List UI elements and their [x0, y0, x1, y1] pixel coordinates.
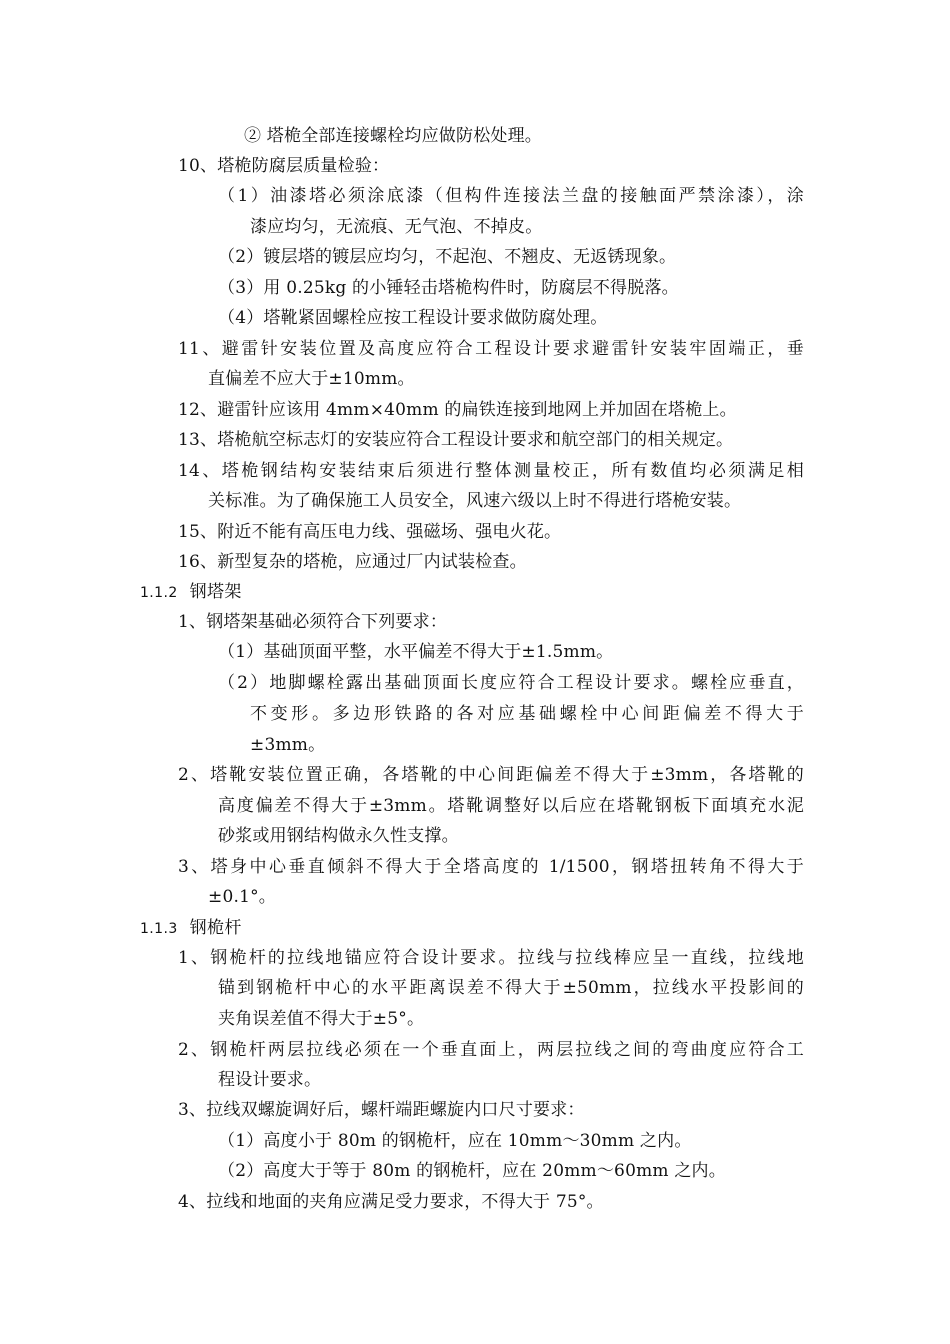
text-line: （2）地脚螺栓露出基础顶面长度应符合工程设计要求。螺栓应垂直， — [218, 673, 804, 693]
text-line: （3）用 0.25kg 的小锤轻击塔桅构件时，防腐层不得脱落。 — [218, 278, 679, 298]
section-number: 1.1.2 — [140, 585, 178, 601]
text-line: （1）高度小于 80m 的钢桅杆，应在 10mm～30mm 之内。 — [218, 1131, 692, 1151]
text-line: 14、塔桅钢结构安装结束后须进行整体测量校正，所有数值均必须满足相 — [178, 461, 804, 481]
text-line: 关标准。为了确保施工人员安全，风速六级以上时不得进行塔桅安装。 — [208, 491, 742, 511]
text-line: 1、钢塔架基础必须符合下列要求： — [178, 612, 448, 632]
text-line: 1、钢桅杆的拉线地锚应符合设计要求。拉线与拉线棒应呈一直线，拉线地 — [178, 948, 804, 968]
text-line: 锚到钢桅杆中心的水平距离误差不得大于±50mm，拉线水平投影间的 — [218, 978, 804, 998]
text-line: 2、塔靴安装位置正确，各塔靴的中心间距偏差不得大于±3mm，各塔靴的 — [178, 765, 804, 785]
section-heading — [140, 917, 242, 940]
section-title: 钢塔架 — [189, 582, 242, 602]
text-line: （1）油漆塔必须涂底漆（但构件连接法兰盘的接触面严禁涂漆），涂 — [218, 186, 804, 206]
text-line: 16、新型复杂的塔桅，应通过厂内试装检查。 — [178, 552, 527, 572]
text-line: 程设计要求。 — [218, 1070, 322, 1090]
text-line: 3、拉线双螺旋调好后，螺杆端距螺旋内口尺寸要求： — [178, 1100, 585, 1120]
text-line: （2）镀层塔的镀层应均匀，不起泡、不翘皮、无返锈现象。 — [218, 247, 677, 267]
text-line: （4）塔靴紧固螺栓应按工程设计要求做防腐处理。 — [218, 308, 608, 328]
text-line: ±0.1°。 — [208, 887, 276, 907]
text-line: 夹角误差值不得大于±5°。 — [218, 1009, 425, 1029]
text-line: ±3mm。 — [250, 735, 326, 755]
section-heading — [140, 581, 242, 604]
text-line: 10、塔桅防腐层质量检验： — [178, 156, 390, 176]
text-line: 砂浆或用钢结构做永久性支撑。 — [218, 826, 459, 846]
text-line: 4、拉线和地面的夹角应满足受力要求，不得大于 75°。 — [178, 1192, 604, 1212]
text-line: 漆应均匀，无流痕、无气泡、不掉皮。 — [250, 217, 543, 237]
text-line: 高度偏差不得大于±3mm。塔靴调整好以后应在塔靴钢板下面填充水泥 — [218, 796, 804, 816]
text-line: 直偏差不应大于±10mm。 — [208, 369, 415, 389]
section-number: 1.1.3 — [140, 921, 178, 937]
text-line: 11、避雷针安装位置及高度应符合工程设计要求避雷针安装牢固端正，垂 — [178, 339, 804, 359]
text-line: ② 塔桅全部连接螺栓均应做防松处理。 — [244, 126, 543, 146]
text-line: 2、钢桅杆两层拉线必须在一个垂直面上，两层拉线之间的弯曲度应符合工 — [178, 1040, 804, 1060]
text-line: 12、避雷针应该用 4mm×40mm 的扁铁连接到地网上并加固在塔桅上。 — [178, 400, 737, 420]
text-line: 不变形。多边形铁路的各对应基础螺栓中心间距偏差不得大于 — [250, 704, 804, 724]
section-title: 钢桅杆 — [189, 918, 242, 938]
text-line: 15、附近不能有高压电力线、强磁场、强电火花。 — [178, 522, 562, 542]
text-line: 13、塔桅航空标志灯的安装应符合工程设计要求和航空部门的相关规定。 — [178, 430, 734, 450]
text-line: （2）高度大于等于 80m 的钢桅杆，应在 20mm～60mm 之内。 — [218, 1161, 726, 1181]
text-line: （1）基础顶面平整，水平偏差不得大于±1.5mm。 — [218, 642, 614, 662]
text-line: 3、塔身中心垂直倾斜不得大于全塔高度的 1/1500，钢塔扭转角不得大于 — [178, 857, 804, 877]
